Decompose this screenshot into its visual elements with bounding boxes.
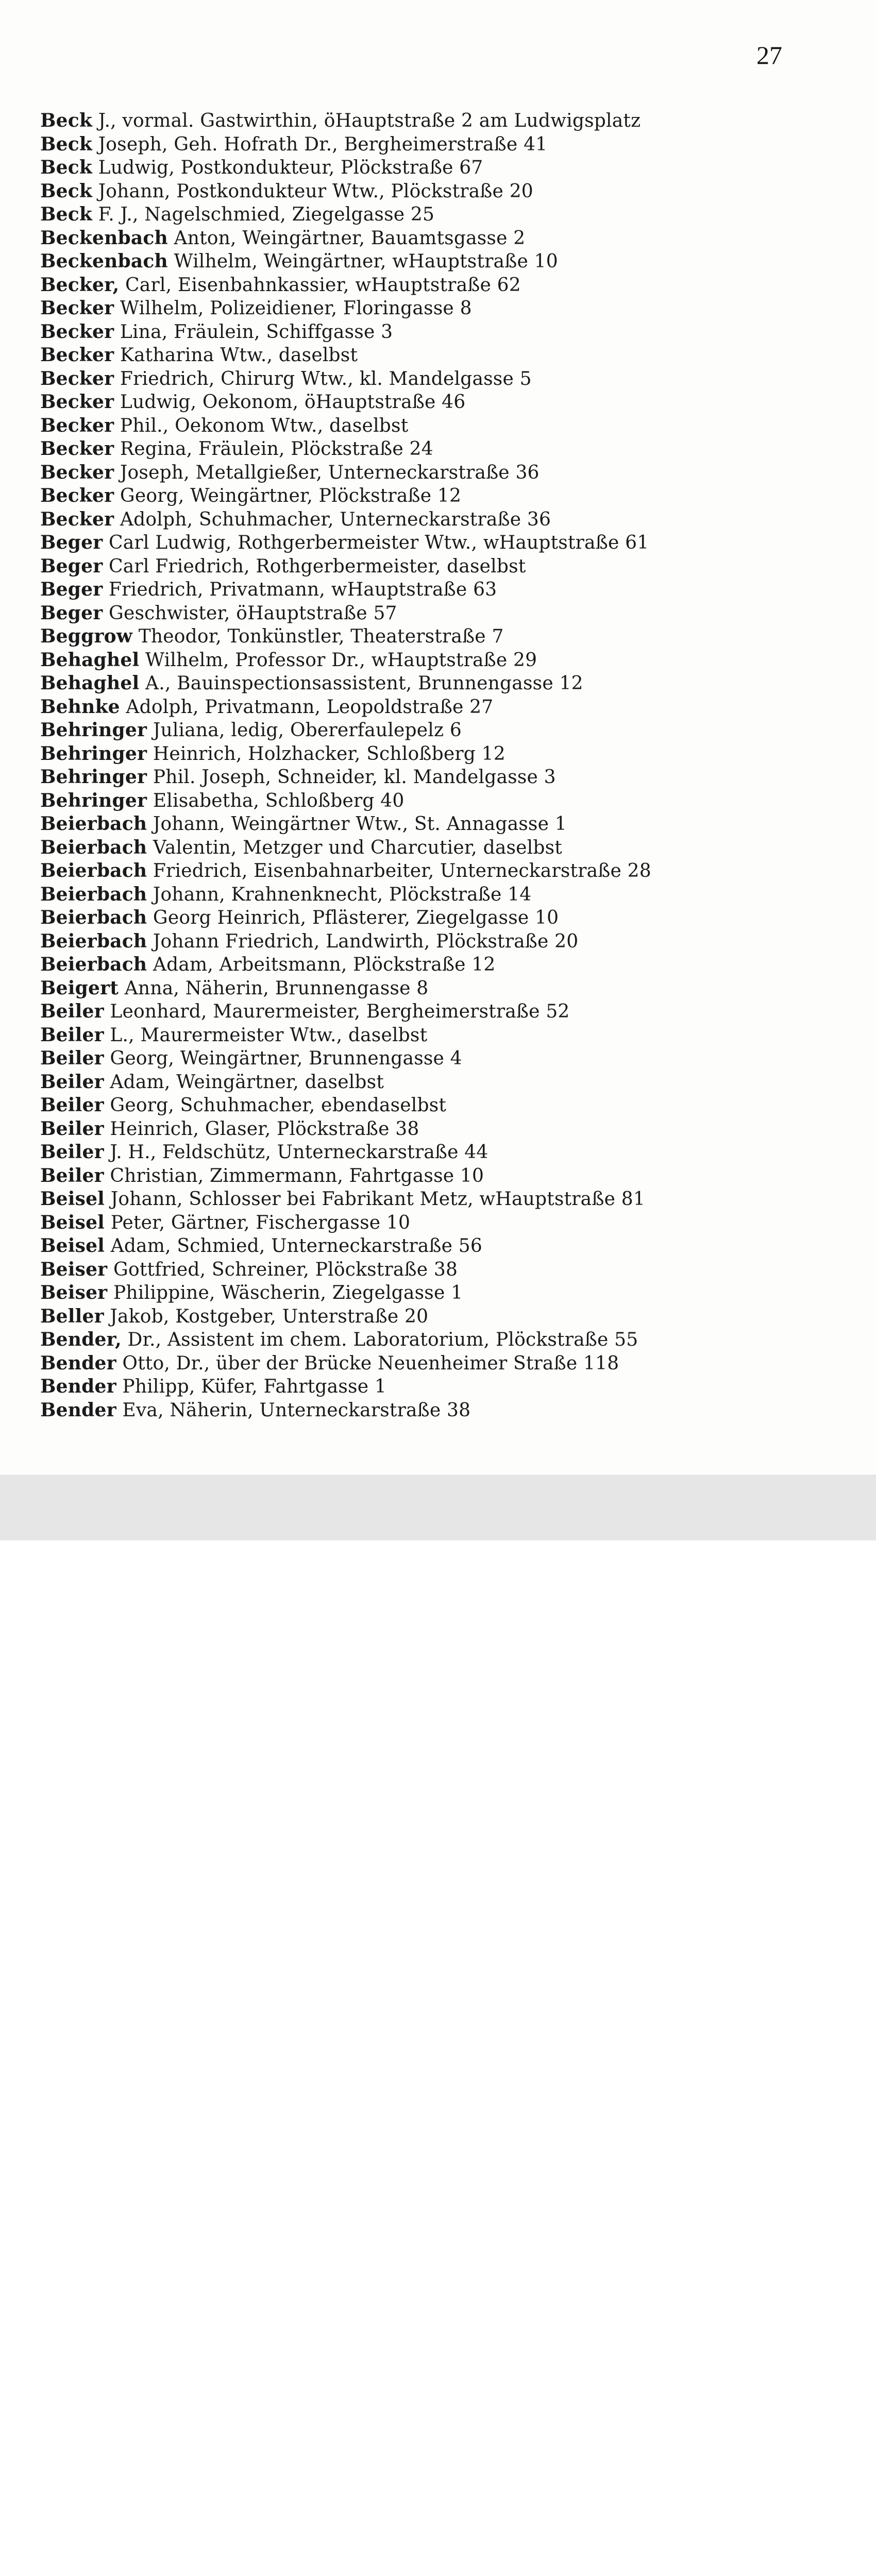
directory-entry	[40, 578, 844, 602]
entry-surname: Beller	[40, 1305, 104, 1327]
directory-entry	[40, 508, 844, 532]
entry-details: Regina, Fräulein, Plöckstraße 24	[114, 438, 433, 460]
entry-surname: Bender	[40, 1376, 116, 1397]
directory-entry	[40, 156, 844, 180]
entry-details: Dr., Assistent im chem. Laboratorium, Plöckstraße 55	[121, 1329, 638, 1350]
directory-entry	[40, 180, 844, 204]
entry-details: Georg, Schuhmacher, ebendaselbst	[104, 1095, 447, 1116]
entry-details: Georg, Weingärtner, Brunnengasse 4	[104, 1048, 462, 1069]
directory-entry	[40, 742, 844, 766]
entry-details: Johann Friedrich, Landwirth, Plöckstraße 20	[147, 930, 579, 952]
entry-surname: Beierbach	[40, 907, 147, 928]
entry-surname: Becker	[40, 320, 114, 343]
entry-details: F. J., Nagelschmied, Ziegelgasse 25	[92, 204, 435, 225]
entry-surname: Beierbach	[40, 813, 147, 835]
directory-entry	[40, 250, 844, 274]
directory-entry	[40, 320, 844, 344]
directory-entry	[40, 1399, 844, 1422]
entry-details: Joseph, Metallgießer, Unterneckarstraße 36	[114, 462, 540, 483]
directory-entry	[40, 391, 844, 414]
entry-surname: Beckenbach	[40, 227, 168, 249]
entry-surname: Beckenbach	[40, 250, 168, 272]
entry-details: Friedrich, Eisenbahnarbeiter, Unterneckarstraße 28	[147, 860, 651, 882]
directory-entry	[40, 274, 844, 297]
page-number: 27	[756, 41, 782, 70]
entry-surname: Bender	[40, 1352, 116, 1374]
entry-surname: Beigert	[40, 977, 119, 999]
entry-details: Wilhelm, Weingärtner, wHauptstraße 10	[167, 251, 558, 272]
entry-surname: Becker	[40, 297, 114, 319]
entry-details: Adam, Schmied, Unterneckarstraße 56	[105, 1235, 482, 1257]
entry-details: Theodor, Tonkünstler, Theaterstraße 7	[132, 626, 504, 647]
entry-surname: Beiler	[40, 1071, 104, 1093]
entry-surname: Beisel	[40, 1188, 105, 1210]
entry-surname: Behnke	[40, 696, 120, 718]
viewer-footer	[0, 1475, 876, 1540]
directory-entry	[40, 1305, 844, 1329]
entry-surname: Becker	[40, 461, 114, 483]
entry-details: Valentin, Metzger und Charcutier, daselbst	[147, 837, 562, 858]
entry-details: Johann, Weingärtner Wtw., St. Annagasse 1	[147, 814, 567, 835]
directory-entry	[40, 649, 844, 672]
directory-entry	[40, 883, 844, 907]
directory-entry	[40, 344, 844, 367]
entry-surname: Becker	[40, 485, 114, 506]
entry-surname: Beiler	[40, 1094, 104, 1116]
entry-details: Juliana, ledig, Obererfaulepelz 6	[147, 720, 462, 741]
directory-entry	[40, 531, 844, 555]
entry-details: Friedrich, Privatmann, wHauptstraße 63	[103, 579, 497, 600]
entry-surname: Behaghel	[40, 672, 140, 694]
entry-surname: Beger	[40, 579, 103, 600]
entry-surname: Behringer	[40, 766, 147, 788]
entry-surname: Beger	[40, 602, 103, 624]
entry-details: Adam, Arbeitsmann, Plöckstraße 12	[147, 954, 496, 975]
directory-entry	[40, 367, 844, 391]
entry-details: J. H., Feldschütz, Unterneckarstraße 44	[104, 1142, 488, 1163]
directory-entry	[40, 1094, 844, 1117]
directory-entry	[40, 1117, 844, 1141]
entry-surname: Becker	[40, 391, 114, 413]
entry-details: Anna, Näherin, Brunnengasse 8	[119, 977, 429, 999]
entry-surname: Becker	[40, 344, 114, 366]
entry-surname: Beger	[40, 532, 103, 553]
entry-surname: Bender	[40, 1399, 116, 1421]
directory-entry	[40, 1164, 844, 1188]
entry-surname: Beiler	[40, 1047, 104, 1069]
entry-surname: Becker	[40, 367, 114, 389]
directory-entry	[40, 953, 844, 977]
entry-surname: Beiler	[40, 1001, 104, 1022]
directory-entry	[40, 930, 844, 954]
directory-entry	[40, 461, 844, 485]
entry-details: Wilhelm, Polizeidiener, Floringasse 8	[114, 298, 472, 319]
directory-entry	[40, 1141, 844, 1164]
entry-details: Gottfried, Schreiner, Plöckstraße 38	[107, 1259, 458, 1280]
entry-surname: Beierbach	[40, 860, 147, 882]
directory-entries	[40, 109, 844, 1422]
entry-surname: Behringer	[40, 789, 147, 811]
entry-surname: Beierbach	[40, 836, 147, 858]
entry-details: Geschwister, öHauptstraße 57	[103, 602, 397, 624]
entry-surname: Beisel	[40, 1211, 105, 1233]
directory-entry	[40, 227, 844, 250]
entry-details: Joseph, Geh. Hofrath Dr., Bergheimerstraße 41	[92, 133, 548, 155]
entry-surname: Bender,	[40, 1329, 122, 1350]
directory-entry	[40, 602, 844, 625]
directory-entry	[40, 1211, 844, 1235]
entry-surname: Beggrow	[40, 625, 133, 647]
directory-entry	[40, 1024, 844, 1047]
entry-details: A., Bauinspectionsassistent, Brunnengasse 12	[139, 673, 583, 694]
directory-entry	[40, 789, 844, 813]
entry-details: Johann, Krahnenknecht, Plöckstraße 14	[147, 884, 532, 905]
entry-surname: Becker	[40, 414, 114, 436]
directory-entry	[40, 836, 844, 860]
entry-surname: Beck	[40, 157, 92, 178]
entry-details: Philipp, Küfer, Fahrtgasse 1	[116, 1376, 386, 1397]
directory-entry	[40, 766, 844, 789]
directory-entry	[40, 1000, 844, 1024]
entry-details: Jakob, Kostgeber, Unterstraße 20	[104, 1306, 429, 1327]
entry-details: Phil., Oekonom Wtw., daselbst	[114, 415, 409, 436]
entry-details: Heinrich, Glaser, Plöckstraße 38	[104, 1118, 419, 1140]
entry-details: Heinrich, Holzhacker, Schloßberg 12	[147, 743, 506, 765]
entry-details: Friedrich, Chirurg Wtw., kl. Mandelgasse 5	[114, 368, 532, 389]
directory-entry	[40, 1375, 844, 1399]
entry-details: Katharina Wtw., daselbst	[114, 345, 358, 366]
entry-surname: Beiler	[40, 1164, 104, 1187]
entry-surname: Beiser	[40, 1258, 108, 1280]
entry-surname: Beisel	[40, 1235, 105, 1257]
entry-surname: Becker	[40, 508, 114, 530]
entry-details: Johann, Postkondukteur Wtw., Plöckstraße 20	[92, 180, 533, 202]
entry-surname: Beiler	[40, 1141, 104, 1163]
directory-entry	[40, 906, 844, 930]
entry-surname: Beck	[40, 204, 92, 225]
entry-surname: Beck	[40, 180, 92, 202]
entry-surname: Beiler	[40, 1024, 104, 1046]
entry-surname: Behringer	[40, 719, 147, 741]
directory-entry	[40, 625, 844, 649]
directory-entry	[40, 1328, 844, 1352]
directory-entry	[40, 555, 844, 579]
entry-details: Peter, Gärtner, Fischergasse 10	[105, 1212, 411, 1233]
directory-entry	[40, 1281, 844, 1305]
entry-details: Anton, Weingärtner, Bauamtsgasse 2	[167, 227, 526, 249]
entry-details: Leonhard, Maurermeister, Bergheimerstraße 52	[104, 1001, 570, 1022]
directory-entry	[40, 859, 844, 883]
entry-surname: Beger	[40, 555, 103, 577]
directory-entry	[40, 109, 844, 133]
directory-entry	[40, 1071, 844, 1094]
entry-details: L., Maurermeister Wtw., daselbst	[104, 1024, 428, 1046]
entry-surname: Beck	[40, 133, 92, 155]
entry-surname: Beierbach	[40, 930, 147, 952]
entry-details: Adolph, Privatmann, Leopoldstraße 27	[120, 696, 494, 718]
directory-entry	[40, 719, 844, 742]
entry-surname: Beck	[40, 110, 92, 131]
entry-surname: Beiser	[40, 1282, 108, 1303]
entry-details: Ludwig, Postkondukteur, Plöckstraße 67	[92, 157, 483, 178]
entry-surname: Beierbach	[40, 954, 147, 975]
directory-entry	[40, 414, 844, 438]
directory-entry	[40, 672, 844, 696]
directory-entry	[40, 437, 844, 461]
entry-details: Lina, Fräulein, Schiffgasse 3	[114, 321, 393, 343]
entry-details: Otto, Dr., über der Brücke Neuenheimer Straße 118	[116, 1352, 619, 1374]
entry-details: Carl Friedrich, Rothgerbermeister, daselbst	[103, 555, 526, 577]
directory-entry	[40, 1188, 844, 1211]
entry-details: Carl Ludwig, Rothgerbermeister Wtw., wHauptstraße 61	[103, 532, 649, 553]
entry-details: Georg, Weingärtner, Plöckstraße 12	[114, 485, 462, 506]
entry-details: Philippine, Wäscherin, Ziegelgasse 1	[107, 1282, 463, 1303]
entry-surname: Beierbach	[40, 883, 147, 905]
entry-surname: Becker,	[40, 274, 120, 296]
directory-entry	[40, 297, 844, 320]
entry-details: Phil. Joseph, Schneider, kl. Mandelgasse 3	[147, 767, 556, 788]
directory-entry	[40, 1352, 844, 1376]
entry-details: Adam, Weingärtner, daselbst	[104, 1071, 384, 1093]
entry-details: Eva, Näherin, Unterneckarstraße 38	[116, 1399, 471, 1421]
entry-details: J., vormal. Gastwirthin, öHauptstraße 2 am Ludwigsplatz	[92, 110, 641, 131]
directory-entry	[40, 812, 844, 836]
directory-entry	[40, 1258, 844, 1282]
entry-details: Ludwig, Oekonom, öHauptstraße 46	[114, 392, 466, 413]
entry-details: Christian, Zimmermann, Fahrtgasse 10	[104, 1165, 484, 1187]
directory-entry	[40, 1234, 844, 1258]
entry-details: Johann, Schlosser bei Fabrikant Metz, wHauptstraße 81	[105, 1189, 645, 1210]
entry-surname: Becker	[40, 438, 114, 460]
entry-details: Wilhelm, Professor Dr., wHauptstraße 29	[139, 649, 537, 671]
entry-details: Elisabetha, Schloßberg 40	[147, 790, 405, 811]
entry-details: Carl, Eisenbahnkassier, wHauptstraße 62	[119, 274, 521, 296]
directory-entry	[40, 484, 844, 508]
entry-details: Adolph, Schuhmacher, Unterneckarstraße 36	[114, 509, 551, 530]
entry-surname: Behringer	[40, 742, 147, 765]
directory-entry	[40, 696, 844, 719]
entry-details: Georg Heinrich, Pflästerer, Ziegelgasse 10	[147, 907, 559, 928]
directory-entry	[40, 133, 844, 157]
entry-surname: Behaghel	[40, 649, 140, 671]
directory-entry	[40, 203, 844, 227]
directory-entry	[40, 977, 844, 1001]
directory-entry	[40, 1047, 844, 1071]
entry-surname: Beiler	[40, 1117, 104, 1140]
